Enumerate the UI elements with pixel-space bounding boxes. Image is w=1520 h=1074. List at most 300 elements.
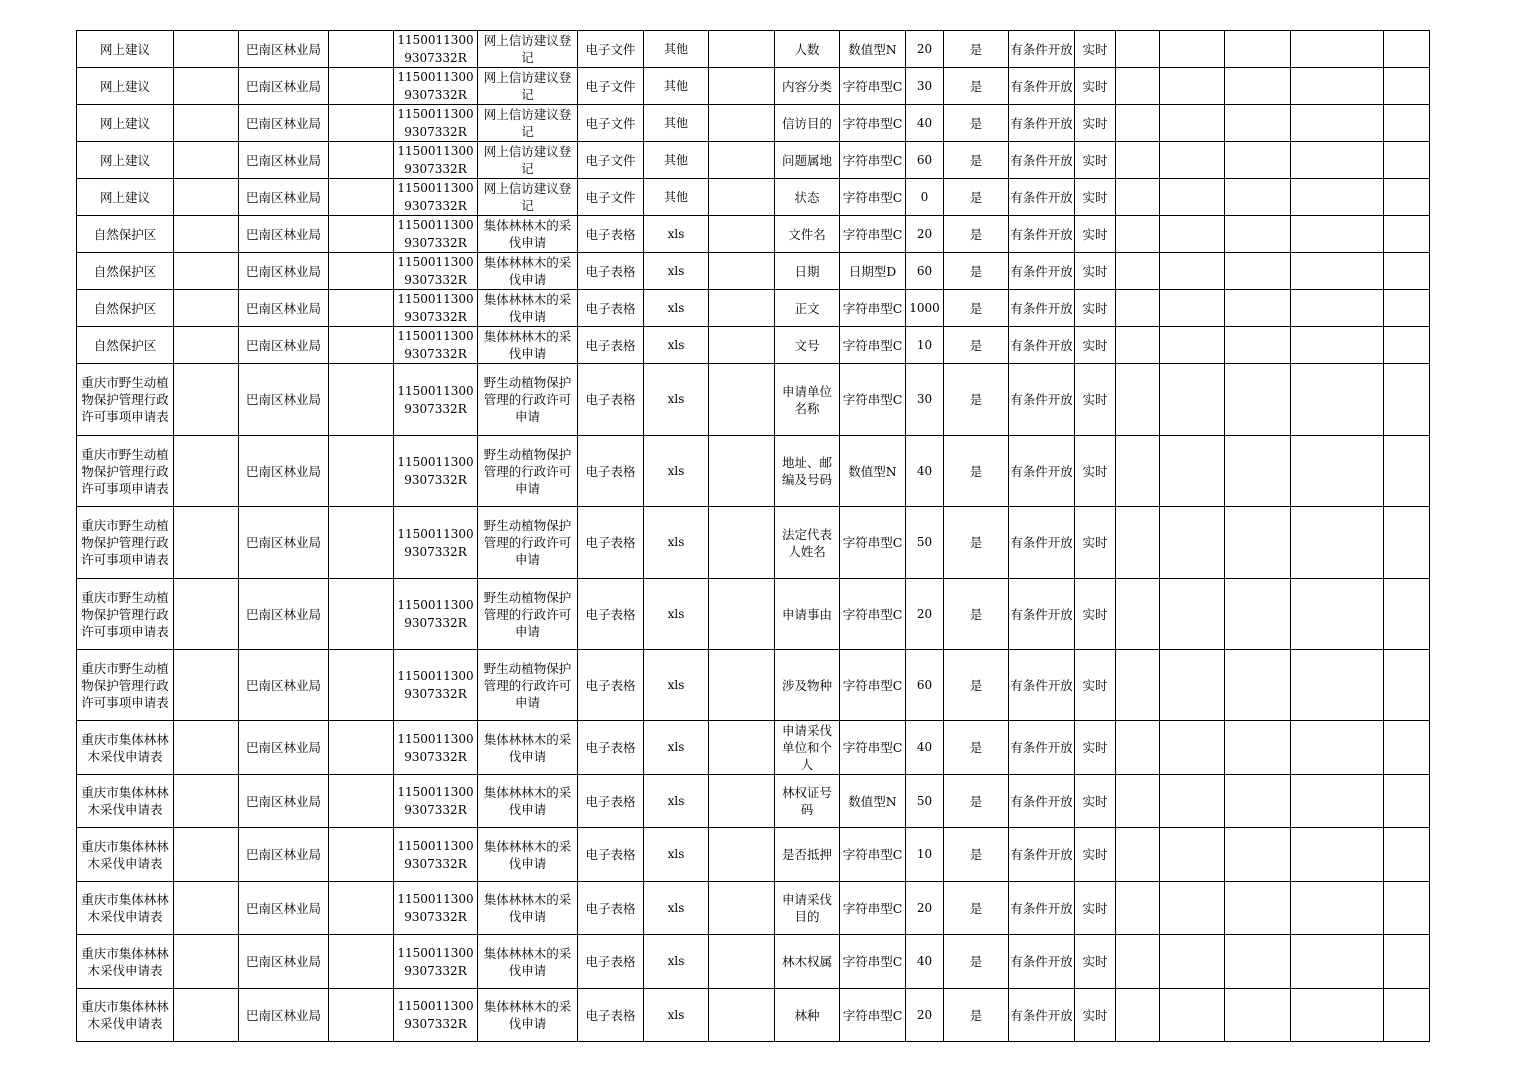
cell-department: 巴南区林业局 — [239, 327, 329, 364]
cell-data-item: 集体林林木的采伐申请 — [478, 290, 578, 327]
cell-open-type: 有条件开放 — [1009, 828, 1075, 882]
table-row — [77, 989, 1430, 1042]
cell-department: 巴南区林业局 — [239, 364, 329, 436]
cell-column-2 — [174, 579, 239, 650]
cell-column-16 — [1116, 775, 1160, 828]
cell-resource-name: 网上建议 — [77, 179, 174, 216]
cell-field-type: 字符串型C — [840, 105, 906, 142]
cell-field-length: 0 — [906, 179, 944, 216]
cell-column-4 — [329, 882, 394, 935]
cell-field-type: 字符串型C — [840, 579, 906, 650]
cell-credit-code: 11500113009307332R — [394, 935, 478, 989]
cell-storage-format: 电子表格 — [578, 882, 644, 935]
table-row — [77, 436, 1430, 507]
cell-format-type: xls — [644, 721, 709, 775]
cell-storage-format: 电子表格 — [578, 253, 644, 290]
cell-column-20 — [1384, 290, 1430, 327]
cell-field-length: 30 — [906, 364, 944, 436]
cell-field-name: 申请采伐目的 — [775, 882, 840, 935]
cell-column-4 — [329, 775, 394, 828]
cell-field-length: 40 — [906, 721, 944, 775]
cell-column-18 — [1225, 935, 1291, 989]
cell-department: 巴南区林业局 — [239, 253, 329, 290]
cell-data-item: 集体林林木的采伐申请 — [478, 327, 578, 364]
cell-field-length: 60 — [906, 253, 944, 290]
cell-department: 巴南区林业局 — [239, 290, 329, 327]
cell-column-2 — [174, 436, 239, 507]
cell-open-type: 有条件开放 — [1009, 882, 1075, 935]
cell-column-4 — [329, 436, 394, 507]
cell-field-type: 字符串型C — [840, 828, 906, 882]
cell-required: 是 — [944, 650, 1009, 721]
cell-column-19 — [1291, 507, 1384, 579]
cell-column-20 — [1384, 650, 1430, 721]
cell-resource-name: 重庆市野生动植物保护管理行政许可事项申请表 — [77, 436, 174, 507]
cell-department: 巴南区林业局 — [239, 179, 329, 216]
cell-resource-name: 自然保护区 — [77, 290, 174, 327]
table-row — [77, 179, 1430, 216]
cell-column-2 — [174, 364, 239, 436]
cell-data-item: 集体林林木的采伐申请 — [478, 721, 578, 775]
cell-column-16 — [1116, 721, 1160, 775]
cell-format-type: xls — [644, 935, 709, 989]
cell-field-length: 40 — [906, 935, 944, 989]
cell-field-type: 字符串型C — [840, 364, 906, 436]
cell-column-18 — [1225, 290, 1291, 327]
cell-column-20 — [1384, 105, 1430, 142]
cell-column-4 — [329, 179, 394, 216]
cell-column-16 — [1116, 882, 1160, 935]
cell-column-4 — [329, 68, 394, 105]
cell-department: 巴南区林业局 — [239, 216, 329, 253]
cell-data-item: 网上信访建议登记 — [478, 68, 578, 105]
cell-column-17 — [1160, 364, 1225, 436]
cell-column-20 — [1384, 253, 1430, 290]
table-row — [77, 935, 1430, 989]
cell-update-cycle: 实时 — [1075, 436, 1116, 507]
cell-update-cycle: 实时 — [1075, 721, 1116, 775]
cell-storage-format: 电子表格 — [578, 507, 644, 579]
cell-column-16 — [1116, 253, 1160, 290]
cell-storage-format: 电子表格 — [578, 216, 644, 253]
cell-column-9 — [709, 579, 775, 650]
cell-column-18 — [1225, 650, 1291, 721]
cell-column-16 — [1116, 31, 1160, 68]
cell-format-type: xls — [644, 290, 709, 327]
cell-column-17 — [1160, 31, 1225, 68]
cell-column-20 — [1384, 775, 1430, 828]
cell-column-16 — [1116, 579, 1160, 650]
cell-column-19 — [1291, 364, 1384, 436]
cell-field-name: 申请事由 — [775, 579, 840, 650]
cell-column-18 — [1225, 142, 1291, 179]
cell-column-2 — [174, 105, 239, 142]
cell-data-item: 集体林林木的采伐申请 — [478, 253, 578, 290]
cell-format-type: xls — [644, 436, 709, 507]
cell-field-length: 60 — [906, 650, 944, 721]
table-row — [77, 650, 1430, 721]
cell-column-9 — [709, 290, 775, 327]
cell-required: 是 — [944, 31, 1009, 68]
cell-column-19 — [1291, 650, 1384, 721]
cell-update-cycle: 实时 — [1075, 650, 1116, 721]
cell-department: 巴南区林业局 — [239, 105, 329, 142]
cell-column-19 — [1291, 828, 1384, 882]
cell-column-4 — [329, 935, 394, 989]
cell-credit-code: 11500113009307332R — [394, 989, 478, 1042]
cell-department: 巴南区林业局 — [239, 935, 329, 989]
cell-open-type: 有条件开放 — [1009, 31, 1075, 68]
cell-resource-name: 重庆市集体林林木采伐申请表 — [77, 721, 174, 775]
cell-credit-code: 11500113009307332R — [394, 436, 478, 507]
cell-column-2 — [174, 253, 239, 290]
cell-column-2 — [174, 989, 239, 1042]
cell-field-name: 正文 — [775, 290, 840, 327]
cell-column-17 — [1160, 828, 1225, 882]
cell-storage-format: 电子表格 — [578, 721, 644, 775]
cell-update-cycle: 实时 — [1075, 828, 1116, 882]
cell-column-9 — [709, 327, 775, 364]
cell-column-20 — [1384, 68, 1430, 105]
cell-open-type: 有条件开放 — [1009, 290, 1075, 327]
cell-required: 是 — [944, 290, 1009, 327]
cell-column-9 — [709, 105, 775, 142]
cell-storage-format: 电子表格 — [578, 436, 644, 507]
cell-column-9 — [709, 935, 775, 989]
cell-field-type: 数值型N — [840, 775, 906, 828]
cell-open-type: 有条件开放 — [1009, 935, 1075, 989]
cell-data-item: 集体林林木的采伐申请 — [478, 935, 578, 989]
cell-storage-format: 电子表格 — [578, 775, 644, 828]
cell-column-19 — [1291, 989, 1384, 1042]
cell-column-16 — [1116, 364, 1160, 436]
table-row — [77, 142, 1430, 179]
cell-column-17 — [1160, 507, 1225, 579]
cell-column-9 — [709, 142, 775, 179]
cell-credit-code: 11500113009307332R — [394, 179, 478, 216]
cell-storage-format: 电子表格 — [578, 327, 644, 364]
cell-field-type: 字符串型C — [840, 327, 906, 364]
cell-format-type: xls — [644, 216, 709, 253]
cell-column-16 — [1116, 105, 1160, 142]
cell-required: 是 — [944, 253, 1009, 290]
cell-field-name: 人数 — [775, 31, 840, 68]
cell-credit-code: 11500113009307332R — [394, 253, 478, 290]
cell-data-item: 集体林林木的采伐申请 — [478, 828, 578, 882]
cell-column-9 — [709, 721, 775, 775]
cell-required: 是 — [944, 579, 1009, 650]
cell-resource-name: 自然保护区 — [77, 253, 174, 290]
cell-update-cycle: 实时 — [1075, 105, 1116, 142]
cell-column-4 — [329, 31, 394, 68]
cell-update-cycle: 实时 — [1075, 327, 1116, 364]
cell-column-19 — [1291, 882, 1384, 935]
cell-credit-code: 11500113009307332R — [394, 650, 478, 721]
cell-credit-code: 11500113009307332R — [394, 775, 478, 828]
cell-required: 是 — [944, 721, 1009, 775]
cell-credit-code: 11500113009307332R — [394, 216, 478, 253]
cell-credit-code: 11500113009307332R — [394, 882, 478, 935]
cell-field-length: 30 — [906, 68, 944, 105]
cell-department: 巴南区林业局 — [239, 142, 329, 179]
cell-column-4 — [329, 327, 394, 364]
cell-column-9 — [709, 436, 775, 507]
cell-field-name: 内容分类 — [775, 68, 840, 105]
cell-column-20 — [1384, 436, 1430, 507]
cell-column-18 — [1225, 721, 1291, 775]
cell-column-19 — [1291, 775, 1384, 828]
cell-required: 是 — [944, 105, 1009, 142]
cell-format-type: xls — [644, 327, 709, 364]
cell-update-cycle: 实时 — [1075, 507, 1116, 579]
cell-department: 巴南区林业局 — [239, 579, 329, 650]
cell-column-20 — [1384, 327, 1430, 364]
cell-column-17 — [1160, 775, 1225, 828]
cell-required: 是 — [944, 507, 1009, 579]
cell-format-type: xls — [644, 253, 709, 290]
cell-data-item: 野生动植物保护管理的行政许可申请 — [478, 650, 578, 721]
cell-field-type: 数值型N — [840, 436, 906, 507]
table-row — [77, 68, 1430, 105]
cell-department: 巴南区林业局 — [239, 882, 329, 935]
cell-field-length: 50 — [906, 775, 944, 828]
cell-storage-format: 电子表格 — [578, 989, 644, 1042]
cell-open-type: 有条件开放 — [1009, 216, 1075, 253]
cell-column-18 — [1225, 882, 1291, 935]
cell-update-cycle: 实时 — [1075, 68, 1116, 105]
cell-column-4 — [329, 507, 394, 579]
cell-field-length: 40 — [906, 105, 944, 142]
cell-storage-format: 电子表格 — [578, 650, 644, 721]
cell-column-17 — [1160, 216, 1225, 253]
cell-column-4 — [329, 105, 394, 142]
cell-column-18 — [1225, 775, 1291, 828]
cell-open-type: 有条件开放 — [1009, 142, 1075, 179]
cell-format-type: xls — [644, 579, 709, 650]
cell-column-16 — [1116, 436, 1160, 507]
cell-storage-format: 电子文件 — [578, 179, 644, 216]
cell-column-20 — [1384, 142, 1430, 179]
cell-resource-name: 重庆市集体林林木采伐申请表 — [77, 882, 174, 935]
cell-credit-code: 11500113009307332R — [394, 142, 478, 179]
cell-storage-format: 电子文件 — [578, 68, 644, 105]
cell-column-2 — [174, 650, 239, 721]
cell-format-type: xls — [644, 650, 709, 721]
cell-column-4 — [329, 828, 394, 882]
cell-open-type: 有条件开放 — [1009, 650, 1075, 721]
cell-column-2 — [174, 828, 239, 882]
cell-column-2 — [174, 507, 239, 579]
cell-format-type: 其他 — [644, 142, 709, 179]
cell-resource-name: 重庆市集体林林木采伐申请表 — [77, 989, 174, 1042]
cell-column-17 — [1160, 105, 1225, 142]
cell-column-18 — [1225, 68, 1291, 105]
cell-column-9 — [709, 650, 775, 721]
cell-field-name: 信访目的 — [775, 105, 840, 142]
cell-data-item: 野生动植物保护管理的行政许可申请 — [478, 436, 578, 507]
cell-column-20 — [1384, 31, 1430, 68]
cell-required: 是 — [944, 775, 1009, 828]
cell-column-17 — [1160, 142, 1225, 179]
cell-field-length: 20 — [906, 989, 944, 1042]
cell-resource-name: 网上建议 — [77, 105, 174, 142]
cell-field-type: 数值型N — [840, 31, 906, 68]
cell-department: 巴南区林业局 — [239, 507, 329, 579]
cell-required: 是 — [944, 364, 1009, 436]
cell-column-19 — [1291, 216, 1384, 253]
cell-column-9 — [709, 882, 775, 935]
cell-column-20 — [1384, 989, 1430, 1042]
cell-field-name: 林权证号码 — [775, 775, 840, 828]
cell-format-type: 其他 — [644, 179, 709, 216]
cell-data-item: 网上信访建议登记 — [478, 142, 578, 179]
table-row — [77, 721, 1430, 775]
cell-resource-name: 重庆市野生动植物保护管理行政许可事项申请表 — [77, 650, 174, 721]
cell-resource-name: 重庆市集体林林木采伐申请表 — [77, 775, 174, 828]
cell-column-2 — [174, 142, 239, 179]
cell-field-length: 20 — [906, 882, 944, 935]
cell-column-2 — [174, 216, 239, 253]
cell-data-item: 集体林林木的采伐申请 — [478, 989, 578, 1042]
cell-resource-name: 网上建议 — [77, 142, 174, 179]
table-row — [77, 216, 1430, 253]
cell-update-cycle: 实时 — [1075, 179, 1116, 216]
cell-column-9 — [709, 31, 775, 68]
cell-field-name: 文件名 — [775, 216, 840, 253]
cell-resource-name: 网上建议 — [77, 31, 174, 68]
cell-field-name: 林木权属 — [775, 935, 840, 989]
cell-format-type: 其他 — [644, 68, 709, 105]
cell-field-type: 字符串型C — [840, 882, 906, 935]
cell-column-2 — [174, 290, 239, 327]
cell-column-2 — [174, 721, 239, 775]
cell-column-9 — [709, 68, 775, 105]
cell-column-20 — [1384, 882, 1430, 935]
cell-column-4 — [329, 650, 394, 721]
cell-field-length: 50 — [906, 507, 944, 579]
cell-data-item: 集体林林木的采伐申请 — [478, 775, 578, 828]
cell-column-18 — [1225, 179, 1291, 216]
cell-column-20 — [1384, 179, 1430, 216]
cell-update-cycle: 实时 — [1075, 775, 1116, 828]
cell-required: 是 — [944, 935, 1009, 989]
cell-column-4 — [329, 364, 394, 436]
cell-column-16 — [1116, 142, 1160, 179]
table-row — [77, 327, 1430, 364]
cell-column-17 — [1160, 935, 1225, 989]
cell-column-4 — [329, 721, 394, 775]
cell-column-9 — [709, 364, 775, 436]
cell-storage-format: 电子文件 — [578, 142, 644, 179]
cell-column-2 — [174, 179, 239, 216]
cell-update-cycle: 实时 — [1075, 290, 1116, 327]
cell-open-type: 有条件开放 — [1009, 579, 1075, 650]
cell-department: 巴南区林业局 — [239, 775, 329, 828]
cell-resource-name: 重庆市集体林林木采伐申请表 — [77, 828, 174, 882]
cell-resource-name: 重庆市野生动植物保护管理行政许可事项申请表 — [77, 364, 174, 436]
cell-storage-format: 电子表格 — [578, 935, 644, 989]
cell-required: 是 — [944, 436, 1009, 507]
cell-column-19 — [1291, 142, 1384, 179]
cell-open-type: 有条件开放 — [1009, 364, 1075, 436]
cell-column-18 — [1225, 253, 1291, 290]
cell-column-18 — [1225, 364, 1291, 436]
cell-field-type: 字符串型C — [840, 179, 906, 216]
cell-column-16 — [1116, 989, 1160, 1042]
cell-column-2 — [174, 68, 239, 105]
cell-field-type: 字符串型C — [840, 935, 906, 989]
cell-data-item: 集体林林木的采伐申请 — [478, 882, 578, 935]
cell-open-type: 有条件开放 — [1009, 179, 1075, 216]
cell-resource-name: 自然保护区 — [77, 327, 174, 364]
cell-column-16 — [1116, 327, 1160, 364]
cell-column-20 — [1384, 721, 1430, 775]
cell-department: 巴南区林业局 — [239, 828, 329, 882]
cell-column-18 — [1225, 828, 1291, 882]
cell-column-20 — [1384, 935, 1430, 989]
cell-field-name: 日期 — [775, 253, 840, 290]
cell-required: 是 — [944, 882, 1009, 935]
cell-storage-format: 电子文件 — [578, 105, 644, 142]
cell-column-18 — [1225, 216, 1291, 253]
cell-column-17 — [1160, 579, 1225, 650]
cell-data-item: 野生动植物保护管理的行政许可申请 — [478, 579, 578, 650]
cell-column-16 — [1116, 828, 1160, 882]
cell-resource-name: 网上建议 — [77, 68, 174, 105]
cell-column-19 — [1291, 253, 1384, 290]
cell-format-type: xls — [644, 828, 709, 882]
cell-column-9 — [709, 775, 775, 828]
data-resource-table — [76, 30, 1430, 1042]
cell-department: 巴南区林业局 — [239, 31, 329, 68]
table-row — [77, 31, 1430, 68]
cell-field-length: 10 — [906, 327, 944, 364]
cell-storage-format: 电子表格 — [578, 290, 644, 327]
table-row — [77, 775, 1430, 828]
cell-open-type: 有条件开放 — [1009, 436, 1075, 507]
cell-column-19 — [1291, 290, 1384, 327]
cell-column-18 — [1225, 105, 1291, 142]
cell-resource-name: 重庆市野生动植物保护管理行政许可事项申请表 — [77, 507, 174, 579]
cell-column-19 — [1291, 327, 1384, 364]
cell-data-item: 网上信访建议登记 — [478, 105, 578, 142]
cell-field-type: 字符串型C — [840, 142, 906, 179]
cell-department: 巴南区林业局 — [239, 721, 329, 775]
cell-update-cycle: 实时 — [1075, 989, 1116, 1042]
cell-department: 巴南区林业局 — [239, 650, 329, 721]
cell-update-cycle: 实时 — [1075, 142, 1116, 179]
cell-format-type: 其他 — [644, 105, 709, 142]
cell-column-9 — [709, 828, 775, 882]
cell-field-name: 问题属地 — [775, 142, 840, 179]
cell-open-type: 有条件开放 — [1009, 775, 1075, 828]
cell-credit-code: 11500113009307332R — [394, 68, 478, 105]
cell-column-19 — [1291, 179, 1384, 216]
cell-department: 巴南区林业局 — [239, 989, 329, 1042]
cell-column-2 — [174, 882, 239, 935]
cell-required: 是 — [944, 989, 1009, 1042]
cell-field-type: 字符串型C — [840, 989, 906, 1042]
cell-column-18 — [1225, 31, 1291, 68]
cell-required: 是 — [944, 216, 1009, 253]
cell-column-17 — [1160, 721, 1225, 775]
cell-required: 是 — [944, 142, 1009, 179]
cell-column-17 — [1160, 68, 1225, 105]
cell-column-19 — [1291, 935, 1384, 989]
cell-data-item: 集体林林木的采伐申请 — [478, 216, 578, 253]
cell-department: 巴南区林业局 — [239, 436, 329, 507]
cell-credit-code: 11500113009307332R — [394, 327, 478, 364]
